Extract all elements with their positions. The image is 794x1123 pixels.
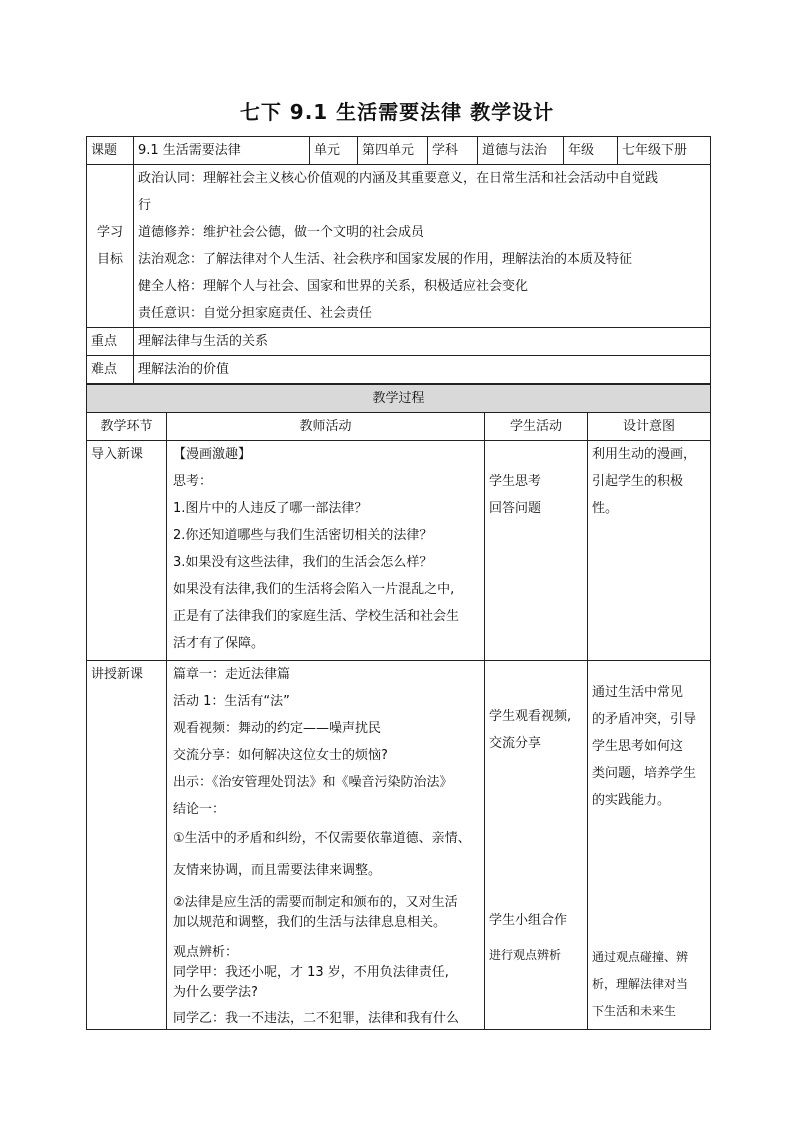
teach-teacher-line: 篇章一：走近法律篇 [173, 667, 291, 682]
page-title: 七下 9.1 生活需要法律 教学设计 [239, 100, 555, 124]
process-header: 教学过程 [87, 385, 711, 413]
intro-intent-line: 引起学生的积极 [592, 474, 684, 489]
key-label: 重点 [87, 328, 134, 356]
difficult-value: 理解法治的价值 [134, 356, 711, 384]
intro-teacher-line: 如果没有法律,我们的生活将会陷入一片混乱之中, [173, 582, 455, 597]
lesson-info-table [86, 136, 711, 384]
intro-stage: 导入新课 [87, 441, 167, 661]
teach-intent-line: 的实践能力。 [592, 793, 671, 808]
goals-label-line: 目标 [96, 252, 123, 267]
teach-stage: 讲授新课 [87, 661, 167, 1030]
teach-teacher-line: 观看视频：舞动的约定——噪声扰民 [173, 721, 382, 736]
grade-label: 年级 [564, 137, 618, 165]
spacer [489, 661, 583, 703]
goal-item: 法治观念：了解法律对个人生活、社会秩序和国家发展的作用，理解法治的本质及特征 [138, 252, 633, 267]
col-stage: 教学环节 [87, 413, 167, 441]
intro-student [485, 441, 588, 661]
teach-row [87, 661, 711, 1030]
process-col-headers [87, 413, 711, 441]
teach-student-line: 交流分享 [489, 736, 542, 751]
teach-teacher-line: 观点辨析： [173, 945, 239, 960]
topic-label: 课题 [87, 137, 134, 165]
intro-teacher-line: 3.如果没有这些法律，我们的生活会怎么样？ [173, 555, 433, 570]
teach-student-line: 学生观看视频, [489, 709, 572, 724]
difficult-row [87, 356, 711, 384]
teach-teacher-line: 结论一： [173, 802, 226, 817]
teach-intent [588, 661, 711, 1030]
teach-student-line: 学生小组合作 [489, 913, 568, 928]
info-row [87, 137, 711, 165]
goal-item: 道德修养：维护社会公德，做一个文明的社会成员 [138, 225, 425, 240]
teach-intent-line: 通过观点碰撞、辨 [592, 950, 689, 964]
teach-teacher-line: 同学甲：我还小呢，才 13 岁，不用负法律责任, [173, 965, 449, 980]
intro-teacher-line: 活才有了保障。 [173, 636, 265, 651]
subject-value: 道德与法治 [478, 137, 564, 165]
teach-intent-line: 学生思考如何这 [592, 739, 684, 754]
goal-item: 责任意识：自觉分担家庭责任、社会责任 [138, 306, 373, 321]
teach-intent-line: 下生活和未来生 [592, 1004, 677, 1018]
goal-item: 政治认同：理解社会主义核心价值观的内涵及其重要意义，在日常生活和社会活动中自觉践 [138, 171, 659, 186]
goal-item: 行 [138, 198, 152, 213]
teach-teacher-line: ②法律是应生活的需要而制定和颁布的，又对生活 [173, 895, 458, 910]
col-intent: 设计意图 [588, 413, 711, 441]
subject-label: 学科 [428, 137, 478, 165]
intro-teacher [167, 441, 485, 661]
spacer [592, 661, 706, 679]
goals-row [87, 165, 711, 328]
goal-item: 健全人格：理解个人与社会、国家和世界的关系，积极适应社会变化 [138, 279, 529, 294]
teach-teacher-line: 同学乙：我一不违法，二不犯罪，法律和我有什么 [173, 1011, 460, 1026]
key-value: 理解法律与生活的关系 [134, 328, 711, 356]
spacer [592, 814, 706, 944]
teach-teacher-line: ①生活中的矛盾和纠纷，不仅需要依靠道德、亲情、 [173, 831, 471, 846]
intro-intent-line: 利用生动的漫画， [592, 447, 697, 462]
teach-teacher-line: 加以规范和调整，我们的生活与法律息息相关。 [173, 915, 447, 930]
intro-teacher-line: 2.你还知道哪些与我们生活密切相关的法律？ [173, 528, 433, 543]
spacer [489, 441, 583, 468]
col-teacher: 教师活动 [167, 413, 485, 441]
teach-teacher-line: 为什么要学法? [173, 985, 258, 1000]
intro-teacher-line: 1.图片中的人违反了哪一部法律？ [173, 501, 368, 516]
intro-intent-line: 性。 [592, 501, 619, 516]
goals-content [134, 165, 711, 328]
process-table [86, 384, 711, 1030]
goals-label-line: 学习 [96, 225, 123, 240]
intro-student-line: 学生思考 [489, 474, 542, 489]
teach-teacher-line: 活动 1：生活有“法” [173, 694, 290, 709]
difficult-label: 难点 [87, 356, 134, 384]
teach-teacher-line: 出示：《治安管理处罚法》和《噪音污染防治法》 [173, 775, 453, 790]
intro-teacher-line: 思考： [173, 474, 213, 489]
unit-label: 单元 [310, 137, 358, 165]
intro-teacher-line: 正是有了法律我们的家庭生活、学校生活和社会生 [173, 609, 460, 624]
intro-teacher-line: 【漫画激趣】 [173, 447, 252, 462]
teach-intent-line: 的矛盾冲突，引导 [592, 712, 697, 727]
col-student: 学生活动 [485, 413, 588, 441]
teach-intent-line: 类问题，培养学生 [592, 766, 697, 781]
spacer [489, 757, 583, 907]
teach-intent-line: 通过生活中常见 [592, 685, 684, 700]
teach-intent-line: 析，理解法律对当 [592, 977, 689, 991]
teach-teacher [167, 661, 485, 1030]
key-row [87, 328, 711, 356]
topic-value: 9.1 生活需要法律 [134, 137, 310, 165]
intro-row [87, 441, 711, 661]
teach-student-line: 进行观点辨析 [489, 948, 562, 962]
intro-student-line: 回答问题 [489, 501, 542, 516]
teach-teacher-line: 交流分享：如何解决这位女士的烦恼? [173, 748, 388, 763]
teach-student [485, 661, 588, 1030]
goals-label [87, 165, 134, 328]
teach-teacher-line: 友情来协调，而且需要法律来调整。 [173, 863, 382, 878]
grade-value: 七年级下册 [618, 137, 711, 165]
intro-intent [588, 441, 711, 661]
unit-value: 第四单元 [358, 137, 428, 165]
